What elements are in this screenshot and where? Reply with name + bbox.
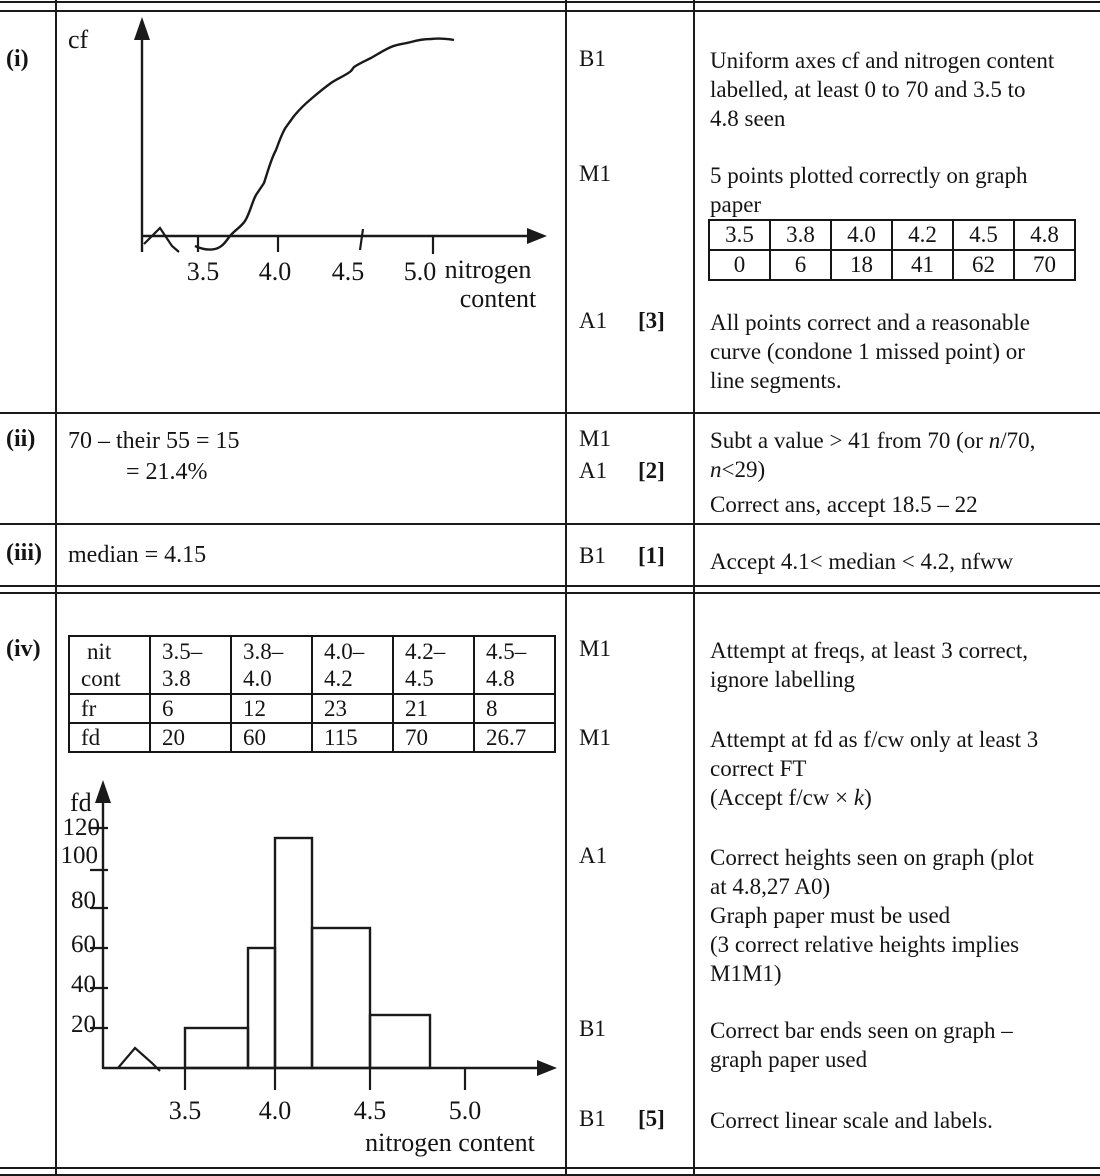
variable-n: n [710,457,722,482]
cell: 3.5– 3.8 [150,636,231,694]
part-label-i: (i) [6,46,29,72]
cell: 12 [231,694,312,723]
cf-points-x-row [709,220,1075,250]
part-label-ii: (ii) [6,426,36,452]
cf-points-cf-row [709,250,1075,280]
divider-iii-iv-inner [0,592,1100,594]
variable-n: n [988,428,1001,453]
answer-iii [68,540,206,571]
answer-ii [68,426,240,488]
mark-code: M1 [579,161,611,186]
comment-block [710,725,1100,812]
cf-xtick-label: 4.5 [331,257,365,286]
cell: 8 [474,694,555,723]
cell: 26.7 [474,723,555,752]
hist-ytick-label: 100 [60,842,98,869]
hist-bar-1 [185,1028,248,1068]
table-row [69,723,555,752]
table-row [69,636,555,694]
cf-xtick-label: 5.0 [403,257,437,286]
divider-iii-iv-outer [0,585,1100,587]
comment-line: at 4.8,27 A0) [710,874,831,899]
hist-bar-3 [275,838,312,1068]
cf-y-axis-arrow [134,17,150,40]
mark-code: A1 [579,458,608,483]
cf-xtick-label: 4.0 [258,257,292,286]
comment-block [710,46,1100,133]
cell: 21 [393,694,474,723]
cell: 4.0 [831,220,892,250]
frequency-density-histogram [60,775,570,1170]
hist-x-axis-label: nitrogen content [365,1128,535,1157]
comment-block [710,161,1100,219]
column-border-part [55,0,57,1176]
comment-line: Attempt at fd as f/cw only at least 3 [710,727,1039,752]
hist-bar-2 [248,948,275,1068]
comment-line: correct FT [710,756,807,781]
comment-block [710,308,1100,395]
hist-bar-4 [312,928,370,1068]
mark-total: [2] [638,458,665,483]
comment-line: (3 correct relative heights implies [710,932,1020,957]
cell: 0 [709,250,770,280]
divider-i-ii [0,412,1100,414]
mark-code: B1 [579,1016,606,1041]
cf-curve [195,39,454,250]
answer-line: = 21.4% [126,459,208,485]
mark-code: B1 [579,543,606,568]
cell: 4.0– 4.2 [312,636,393,694]
answer-line: 70 – their 55 = 15 [68,428,240,454]
answer-line: median = 4.15 [68,542,207,568]
cell: 62 [953,250,1014,280]
cell: 70 [393,723,474,752]
comment-block [710,1016,1100,1074]
hist-ytick-label: 80 [71,887,96,914]
cell: 3.8– 4.0 [231,636,312,694]
comment-line: M1M1) [710,961,782,986]
cumulative-frequency-graph [60,10,560,320]
cell: fr [69,694,150,723]
freq-density-table [68,635,556,753]
mark-code: B1 [579,46,606,71]
mark-total: [3] [638,308,665,333]
mark-code: M1 [579,426,611,451]
divider-ii-iii [0,523,1100,525]
comment-block [710,636,1100,694]
hist-y-axis-arrow [95,780,111,803]
cf-x-axis-arrow [527,228,547,244]
comment-line: Attempt at freqs, at least 3 correct, [710,638,1029,663]
comment-line: 4.8 seen [710,106,786,131]
cell: 23 [312,694,393,723]
comment-line: Subt a value > 41 from 70 (or n/70, [710,428,1036,453]
mark-code: B1 [579,1106,606,1131]
cell: 4.2– 4.5 [393,636,474,694]
mark-code: A1 [579,308,608,333]
cf-axis-break-squiggle [144,228,179,252]
hist-ytick-label: 20 [71,1011,96,1038]
cell: 6 [770,250,831,280]
column-border-comments [693,0,695,1176]
cell: 60 [231,723,312,752]
hist-x-axis-arrow [537,1060,557,1076]
comment-line: Correct bar ends seen on graph – [710,1018,1013,1043]
cf-tick [360,229,363,250]
hist-ytick-label: 40 [71,971,96,998]
cell: 4.5 [953,220,1014,250]
mark-code: A1 [579,843,608,868]
cell: 115 [312,723,393,752]
comment-line: ignore labelling [710,667,855,692]
cf-points-table [708,219,1076,281]
mark-code: M1 [579,636,611,661]
comment-line: Accept 4.1< median < 4.2, nfww [710,549,1014,574]
comment-line: Correct heights seen on graph (plot [710,845,1034,870]
cell: nit cont [69,636,150,694]
part-label-iv: (iv) [6,636,41,662]
comment-block [710,843,1100,988]
cf-xtick-label: 3.5 [186,257,220,286]
variable-k: k [853,785,865,810]
hist-bar-5 [370,1015,430,1068]
cf-y-axis-label: cf [68,25,89,54]
cell: 20 [150,723,231,752]
comment-line: Correct ans, accept 18.5 – 22 [710,492,978,517]
comment-line: labelled, at least 0 to 70 and 3.5 to [710,77,1026,102]
divider-top-outer [0,1,1100,3]
hist-xtick-label: 4.5 [353,1096,387,1125]
hist-xtick-label: 4.0 [258,1096,292,1125]
comment-line: paper [710,192,762,217]
cf-x-axis-label-line1: nitrogen [444,255,532,284]
table-row [69,694,555,723]
cell: 3.5 [709,220,770,250]
cell: 4.2 [892,220,953,250]
comment-line: curve (condone 1 missed point) or [710,339,1025,364]
cell: 41 [892,250,953,280]
mark-total: [5] [638,1106,665,1131]
cell: fd [69,723,150,752]
cell: 6 [150,694,231,723]
mark-total: [1] [638,543,665,568]
comment-block [710,547,1100,576]
cell: 70 [1014,250,1075,280]
cell: 4.5– 4.8 [474,636,555,694]
part-label-iii: (iii) [6,540,42,566]
comment-line: 5 points plotted correctly on graph [710,163,1028,188]
comment-line: Uniform axes cf and nitrogen content [710,48,1055,73]
hist-y-axis-label: fd [70,788,92,817]
mark-code: M1 [579,725,611,750]
cell: 18 [831,250,892,280]
cell: 4.8 [1014,220,1075,250]
comment-line: Graph paper must be used [710,903,951,928]
hist-ytick-label: 120 [62,814,100,841]
comment-block [710,490,1100,519]
hist-ytick-label: 60 [71,931,96,958]
comment-block [710,426,1100,484]
hist-xtick-label: 5.0 [448,1096,482,1125]
comment-line: Correct linear scale and labels. [710,1108,993,1133]
comment-line: n<29) [710,457,766,482]
comment-line: graph paper used [710,1047,868,1072]
cf-x-axis-label-line2: content [459,284,537,313]
comment-block [710,1106,1100,1135]
comment-line: (Accept f/cw × k) [710,785,872,810]
comment-line: line segments. [710,368,842,393]
comment-line: All points correct and a reasonable [710,310,1030,335]
cell: 3.8 [770,220,831,250]
hist-xtick-label: 3.5 [168,1096,202,1125]
